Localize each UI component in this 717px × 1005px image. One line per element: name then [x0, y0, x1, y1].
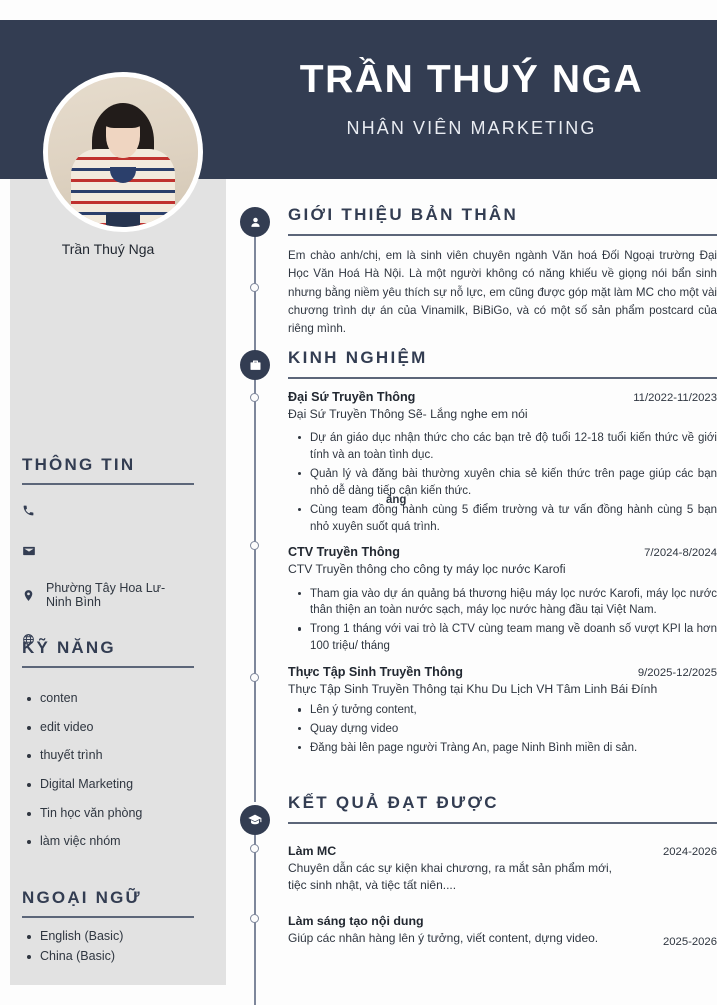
list-item: English (Basic) [40, 929, 194, 945]
list-item: China (Basic) [40, 949, 194, 965]
about-paragraph: Em chào anh/chị, em là sinh viên chuyên ngành Văn hoá Đối Ngoại trường Đại Học Văn Hoá Hà Nội. Là một người không có năng khiếu về giọng nói bẩn sinh nhưng bằng niềm yêu thích sự nỗ lực, em cũng được góp mặt làm MC cho một vài chương trình dự án của Vinamilk, BiBiGo, và có một số sản phẩm postcard của riêng mình. [288, 248, 717, 336]
timeline-dot [250, 283, 259, 292]
contact-row-email[interactable] [22, 540, 194, 562]
section-title-about: GIỚI THIỆU BẢN THÂN [288, 205, 519, 224]
achievement-description: Chuyên dẫn các sự kiện khai chương, ra mắt sản phẩm mới, tiệc sinh nhật, và tiệc tất niên.... [288, 860, 612, 893]
experience-entry [288, 390, 717, 535]
graduation-cap-icon [240, 805, 270, 835]
list-item: Đăng bài lên page người Tràng An, page Ninh Bình miền di sản. [310, 740, 717, 757]
sidebar-section-languages [0, 888, 216, 968]
candidate-role: NHÂN VIÊN MARKETING [346, 117, 597, 138]
list-item: Tham gia vào dự án quảng bá thương hiệu máy lọc nước Karofi, máy lọc nước thân thiện an toàn nước sạch, máy lọc nước hàng đầu tại Việt Nam. [310, 586, 717, 620]
achievement-entry [288, 844, 717, 894]
achievement-title: Làm sáng tạo nội dung [288, 914, 424, 929]
section-title-achievements: KẾT QUẢ ĐẠT ĐƯỢC [288, 793, 499, 812]
list-item: edit video [40, 720, 194, 736]
candidate-name: TRẦN THUÝ NGA [299, 58, 644, 102]
sidebar-skills-title: KỸ NĂNG [22, 638, 116, 657]
timeline-dot [250, 393, 259, 402]
experience-title: Thực Tập Sinh Truyền Thông [288, 665, 463, 680]
phone-icon [22, 504, 42, 517]
overlapping-text-artifact: àng [386, 493, 407, 506]
skills-list [0, 691, 216, 850]
experience-subtitle: CTV Truyền thông cho công ty máy lọc nước Karofi [288, 562, 566, 577]
timeline-dot [250, 844, 259, 853]
photo-pants [106, 213, 140, 227]
avatar [43, 72, 203, 232]
experience-date: 11/2022-11/2023 [633, 391, 717, 404]
sidebar-photo-caption: Trần Thuý Nga [61, 241, 155, 257]
list-item: Quản lý và đăng bài thường xuyên chia sẻ kiến thức trên page giúp các bạn nhỏ dễ dàng tiếp cận kiến thức. [310, 466, 717, 500]
contact-row-address[interactable] [22, 581, 194, 609]
experience-points [288, 702, 717, 757]
achievement-date: 2025-2026 [662, 936, 717, 949]
languages-list [0, 929, 216, 964]
briefcase-icon [240, 350, 270, 380]
experience-entry [288, 665, 717, 757]
timeline-dot [250, 541, 259, 550]
avatar-photo [48, 77, 198, 227]
contact-row-phone[interactable] [22, 499, 194, 521]
list-item: thuyết trình [40, 748, 194, 764]
divider [22, 666, 194, 668]
list-item: Digital Marketing [40, 777, 194, 793]
section-title-experience: KINH NGHIỆM [288, 348, 428, 367]
experience-points [288, 586, 717, 656]
header-text-block [226, 20, 717, 179]
divider [22, 483, 194, 485]
contact-address-value: Phường Tây Hoa Lư- Ninh Bình [46, 581, 166, 609]
list-item: Cùng team đồng hành cùng 5 điểm trường và tư vấn đồng hành cùng 5 bạn nhỏ xuyên suốt quá trình. [310, 502, 717, 536]
person-icon [240, 207, 270, 237]
experience-points [288, 430, 717, 535]
location-pin-icon [22, 589, 42, 602]
achievement-date: 2024-2026 [662, 845, 717, 858]
divider [288, 234, 717, 236]
experience-date: 9/2025-12/2025 [637, 667, 717, 680]
photo-fringe [104, 113, 142, 128]
divider [22, 916, 194, 918]
list-item: Lên ý tưởng content, [310, 702, 717, 719]
list-item: conten [40, 691, 194, 707]
list-item: Trong 1 tháng với vai trò là CTV cùng team mang về doanh số vượt KPI la hơn 100 triệu/ tháng [310, 621, 717, 655]
experience-entry-head [288, 390, 717, 404]
experience-subtitle: Thực Tập Sinh Truyền Thông tại Khu Du Lịch VH Tâm Linh Bái Đính [288, 682, 658, 697]
sidebar-languages-title: NGOẠI NGỮ [22, 888, 142, 907]
experience-date: 7/2024-8/2024 [644, 547, 717, 560]
timeline-dot [250, 914, 259, 923]
experience-title: Đại Sứ Truyền Thông [288, 389, 416, 404]
sidebar-info-title: THÔNG TIN [22, 455, 136, 474]
list-item: Quay dựng video [310, 721, 717, 738]
timeline-line [254, 378, 256, 802]
envelope-icon [22, 544, 42, 558]
experience-entry-head [288, 665, 717, 679]
experience-subtitle: Đại Sứ Truyền Thông Sẽ- Lắng nghe em nói [288, 406, 528, 421]
achievement-entry [288, 914, 717, 947]
main-column [240, 179, 717, 1005]
contact-list [0, 499, 216, 650]
experience-entry-head [288, 545, 717, 559]
achievement-entry-head [288, 844, 717, 858]
experience-entry [288, 545, 717, 655]
achievement-description: Giúp các nhân hàng lên ý tưởng, viết content, dựng video. [288, 931, 599, 946]
achievement-title: Làm MC [288, 843, 337, 858]
timeline-dot [250, 673, 259, 682]
list-item: Tin học văn phòng [40, 806, 194, 822]
divider [288, 377, 717, 379]
divider [288, 822, 717, 824]
sidebar-section-skills [0, 638, 216, 863]
section-experience [240, 348, 717, 759]
section-achievements [240, 793, 717, 947]
list-item: làm việc nhóm [40, 834, 194, 850]
experience-title: CTV Truyền Thông [288, 545, 400, 560]
section-about [240, 205, 717, 339]
sidebar-section-info [0, 455, 216, 669]
list-item: Dự án giáo dục nhận thức cho các bạn trẻ độ tuổi 12-18 tuổi kiến thức về giới tính và an toàn tình dục. [310, 430, 717, 464]
